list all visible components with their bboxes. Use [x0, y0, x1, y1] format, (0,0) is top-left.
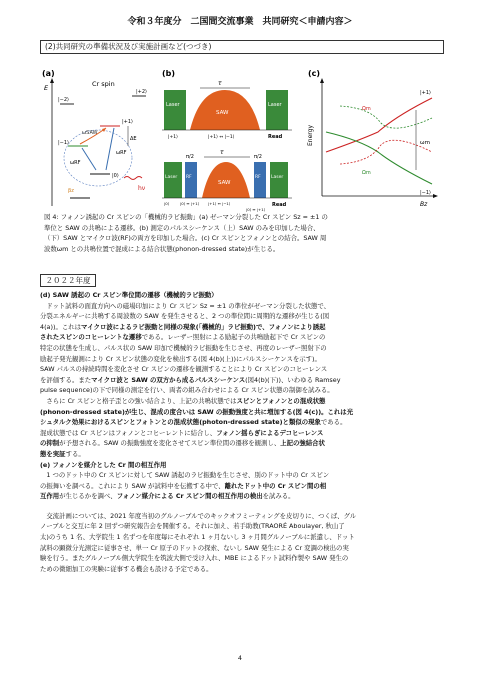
energy-label: E	[44, 84, 49, 92]
photon-label: hν	[138, 185, 146, 192]
omega-rf-left-label: ωRF	[70, 160, 81, 166]
level-plus1: |+1⟩	[122, 119, 134, 125]
laser-label-bottom-1: Laser	[165, 175, 178, 180]
level-zero: |0⟩	[112, 173, 119, 179]
omega-m-right: ωm	[420, 140, 430, 146]
laser-label-bottom-2: Laser	[271, 175, 284, 180]
panel-c-label: (c)	[308, 69, 321, 78]
laser-label-top-2: Laser	[268, 102, 282, 108]
laser-pulse-top-1	[164, 90, 186, 130]
figure-caption: 図 4: フォノン誘起の Cr スピンの「機械的ラビ振動」(a) ゼーマン分裂した Cr スピン Sz = ±1 の 準位と SAW の共鳴による遷移。(b) 測定のパルスシーケンス（上）SAW のみを印加した場合、 （下）SAW とマイクロ波(RF)の両方を印加した場合。(c) Cr スピンとフォノンとの結合。SAW 周 波数ωm との共鳴位置で混成による結合状態(phonon-dressed state)が生じる。	[44, 213, 328, 253]
subsection-e-heading: (e) フォノンを媒介とした Cr 間の相互作用	[40, 460, 167, 469]
pi2-label-1: π/2	[186, 154, 194, 160]
state-bottom-4: |0⟩ ↔ |+1⟩	[246, 207, 266, 212]
omega-saw-label: ωSAW	[82, 130, 98, 136]
saw-label-top: SAW	[216, 110, 229, 116]
state-top-2: |+1⟩ ↔ |−1⟩	[208, 135, 235, 140]
saw-label-bottom: SAW	[218, 180, 231, 186]
delta-e-label: ΔE	[130, 136, 137, 142]
rf-label-bottom-2: RF	[255, 175, 261, 180]
state-bottom-2: |0⟩ ↔ |+1⟩	[180, 201, 200, 206]
page-title: 令和３年度分 二国間交流事業 共同研究＜申請内容＞	[127, 17, 353, 27]
tau-bottom: τ	[220, 149, 224, 156]
section-heading: (2)共同研究の準備状況及び実施計画など(つづき)	[40, 40, 444, 54]
rf-pulse-bottom-1	[185, 162, 197, 198]
omega-m-top: Ωm	[362, 106, 371, 112]
rf-label-bottom-1: RF	[186, 175, 192, 180]
body-text: (d) SAW 誘起の Cr スピン準位間の遷移（機械的ラビ振動） ドット試料の面直方向への磁場印加により Cr スピン Sz = ±1 の準位がゼーマン分裂した状態で、 分裂エネルギーに共鳴する周波数の SAW を発生させると、2 つの準位間に周期的な遷移が生じる(図 4(a))。これはマイクロ波によるラビ振動と同様の現象(「機械的」ラビ振動)で、フォノンにより誘起 されたスピンのコヒーレントな遷移である。レーザー照射による励起子の共鳴励起下で Cr スピンの 特定の状態を生成し、パルス状の SAW 印加で機械的ラビ振動を生じさせ、再度のレーザー照射下の 励起子発光観測により Cr スピン状態の変化を検出する(図 4(b)(上))にパルスシーケンスを示す)。 SAW パルスの持続時間を変化させ Cr スピンの遷移を観測することにより Cr スピンのコヒーレンス を評価する。またマイクロ波と SAW の双方から成るパルスシーケンス(図4(b)(下))、いわゆる Ramsey pulse sequence)の下で同様の測定を行い、両者の組み合わせによる Cr スピン状態の制御を試みる。 さらに Cr スピンと格子歪との強い結合より、上記の共鳴状態ではスピンとフォノンとの混成状態 (phonon-dressed state)が生じ、混成の度合いは SAW の振動強度と共に増加する(図 4(c))。これは光 シュタルク効果におけるスピンとフォトンとの混成状態(photon-dressed state)と類似の現象である。 混成状態では Cr スピンはフォノンとコヒーレントに結合し、フォノン揺らぎによるデコヒーレンス の抑制が予想される。SAW の振動強度を変化させてスピン準位間の遷移を観測し、上記の強結合状 態を実証する。 (e) フォノンを媒介とした Cr 間の相互作用 1 つのドット中の Cr スピンに対して SAW 誘起のラビ振動を生じさせ、別のドット中の Cr スピン の振舞いを調べる。これにより SAW が試料中を伝搬する中で、離れたドット中の Cr スピン間の相 互作用が生じるかを調べ、フォノン媒介による Cr スピン間の相互作用の検出を試みる。 交流計画については、2021 年度当初のグルノーブルでのキックオフミーティングを皮切りに、つくば、グル ノーブルと交互に年 2 回ずつ研究報告会を開催する。それに加え、若手助教(TRAORÉ Aboulayer, 秋山了 太)のうち 1 名、大学院生 1 名ずつを年度毎にそれぞれ 1 ヶ月ないし 3 ヶ月間グルノーブルに派遣し、ドット 試料の顕微分光測定に従事させ、単一 Cr 原子のドットの探索、ないし SAW 発生による Cr 変調の検出の実 験を行う。またグルノーブル側大学院生を筑波大側で受け入れ、MBE によるドット試料作製や SAW 発生の ための微細加工の実験に従事する機会も設ける予定である。	[40, 290, 442, 574]
state-bottom-3: |+1⟩ ↔ |−1⟩	[208, 201, 231, 206]
state-top-1: |+1⟩	[168, 135, 178, 140]
level-plus2: |+2⟩	[136, 89, 148, 95]
panel-a-label: (a)	[42, 69, 55, 78]
omega-rf-right-label: ωRF	[116, 150, 127, 156]
level-minus2: |−2⟩	[58, 97, 70, 103]
panel-b-label: (b)	[162, 69, 176, 78]
laser-pulse-bottom-2	[270, 162, 288, 198]
c-level-minus1: |−1⟩	[420, 190, 432, 196]
laser-label-top-1: Laser	[166, 102, 180, 108]
c-level-plus1: |+1⟩	[420, 90, 432, 96]
energy-axis-label: Energy	[307, 124, 314, 146]
bz-axis-label: Bz	[420, 201, 428, 208]
year-heading: ２０２２年度	[40, 274, 96, 287]
beta-z-label: βz	[68, 188, 74, 194]
figure-4	[40, 66, 442, 212]
rf-pulse-bottom-2	[254, 162, 266, 198]
subsection-d-heading: (d) SAW 誘起の Cr スピン準位間の遷移（機械的ラビ振動）	[40, 291, 218, 299]
read-label-top: Read	[268, 134, 283, 140]
pi2-label-2: π/2	[254, 154, 262, 160]
page-number: 4	[237, 654, 243, 662]
level-minus1: |−1⟩	[58, 140, 70, 146]
read-label-bottom: Read	[272, 202, 287, 208]
laser-pulse-top-2	[266, 90, 288, 130]
omega-m-bottom: Ωm	[362, 170, 371, 176]
tau-top: τ	[218, 80, 222, 87]
laser-pulse-bottom-1	[164, 162, 182, 198]
cr-spin-label: Cr spin	[92, 80, 115, 88]
state-bottom-1: |0⟩	[164, 201, 170, 206]
